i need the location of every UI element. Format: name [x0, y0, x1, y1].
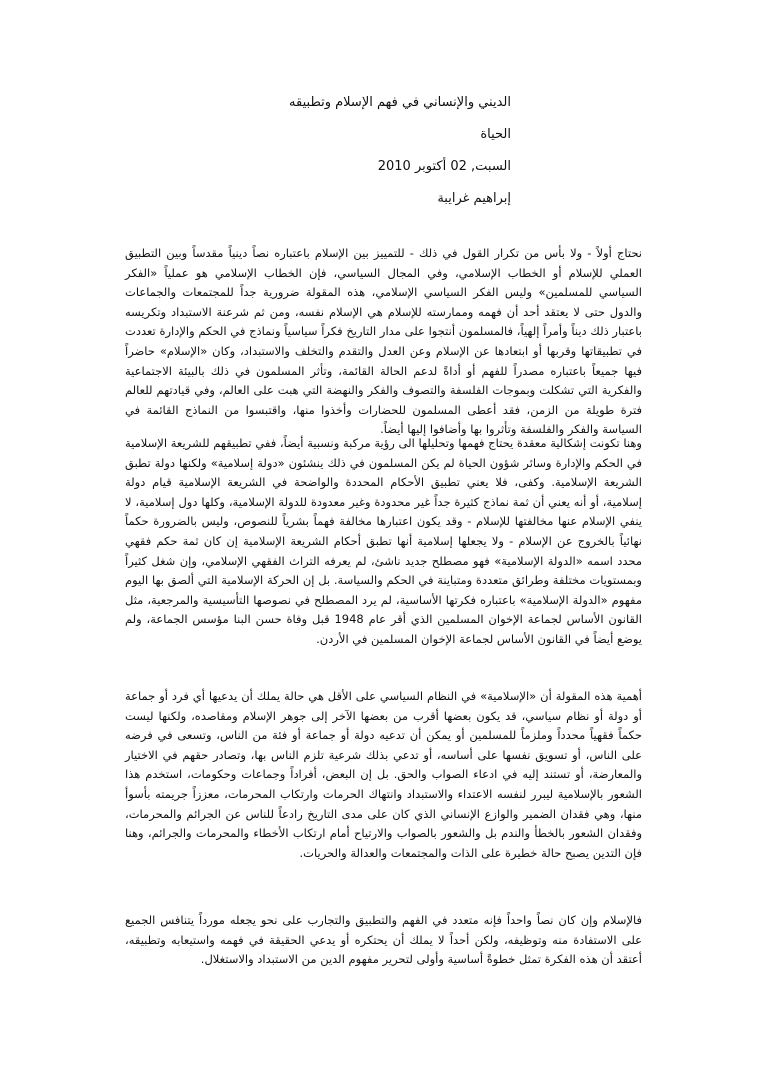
article-date: السبت, 02 أكتوبر 2010: [377, 159, 511, 174]
body-paragraph-3: أهمية هذه المقولة أن «الإسلامية» في النظام السياسي على الأقل هي حالة يملك أن يدعيها أي فرد أو جماعة أو دولة أو نظام سياسي، قد يكون بعضها أقرب من بعضها الآخر إلى جوهر الإسلام ومقاصده، ولكنها ليست حكماً فقهياً محدداً وملزماً للمسلمين أو يمكن أن تدعيه دولة أو جماعة أو فئة من الناس، وتسعى في فرضه على الناس، أو تسويق نفسها على أساسه، أو تدعي بذلك شرعية تلزم الناس بها، وتصادر حقهم في الاختيار والمعارضة، أو تستند إليه في ادعاء الصواب والحق. بل إن البعض، أفراداً وجماعات وحكومات، استخدم هذا الشعور بالإسلامية ليبرر لنفسه الاعتداء والاستبداد وانتهاك الحرمات وارتكاب المحرمات، معززاً جريمته بأسوأ منها، وهي فقدان الضمير والوازع الإنساني الذي كان على مدى التاريخ رادعاً للناس عن الجرائم والمحرمات، وفقدان الشعور بالخطأ والندم بل والشعور بالصواب والارتياح أمام ارتكاب الأخطاء والمحرمات والجرائم، وهنا فإن التدين يصبح حالة خطيرة على الذات والمجتمعات والعدالة والحريات.: [125, 689, 642, 860]
body-paragraph-4: فالإسلام وإن كان نصاً واحداً فإنه متعدد في الفهم والتطبيق والتجارب على نحو يجعله مورداً يتنافس الجميع على الاستفادة منه وتوظيفه، ولكن أحداً لا يملك أن يحتكره أو يدعي الحقيقة في فهمه واستيعابه وتطبيقه، أعتقد أن هذه الفكرة تمثل خطوةً أساسية وأولى لتحرير مفهوم الدين من الاستبداد والاستغلال.: [125, 913, 642, 967]
body-paragraph-2: وهنا تكونت إشكالية معقدة يحتاج فهمها وتحليلها الى رؤية مركبة ونسبية أيضاً، ففي تطبيقهم للشريعة الإسلامية في الحكم والإدارة وسائر شؤون الحياة لم يكن المسلمون في ذلك ينشئون «دولة إسلامية» ولكنها دولة تطبق الشريعة الإسلامية. وكفى، فلا يعني تطبيق الأحكام المحددة والواضحة في الشريعة الإسلامية قيام دولة إسلامية، أو أنه يعني أن ثمة نماذج كثيرة جداً غير محدودة وغير معدودة للدولة الإسلامية، وكلها دول إسلامية، لا ينفي الإسلام عنها مخالفتها للإسلام - وقد يكون اعتبارها مخالفة فهماً بشرياً للنصوص، وليس بالضرورة حكماً نهائياً بالخروج عن الإسلام - ولا يجعلها إسلامية أنها تطبق أحكام الشريعة الإسلامية إن كان ثمة حكم فقهي محدد اسمه «الدولة الإسلامية» فهو مصطلح جديد ناشئ، لم يعرفه التراث الفقهي الإسلامي، وإن شغل كثيراً وبمستويات مختلفة وطرائق متعددة ومتباينة في الحكم والسياسة. بل إن الحركة الإسلامية التي ألصق بها اليوم مفهوم «الدولة الإسلامية» باعتباره فكرتها الأساسية، لم يرد المصطلح في نصوصها التأسيسية والمرجعية، مثل القانون الأساس لجماعة الإخوان المسلمين الذي أقر عام 1948 قبل وفاة حسن البنا مؤسس الجماعة، ولم يوضع أيضاً في القانون الأساس لجماعة الإخوان المسلمين في الأردن.: [125, 436, 642, 646]
article-source: الحياة: [480, 127, 511, 142]
article-title: الديني والإنساني في فهم الإسلام وتطبيقه: [289, 95, 511, 110]
article-author: إبراهيم غرايبة: [437, 191, 511, 206]
body-paragraph-1: نحتاج أولاً - ولا بأس من تكرار القول في ذلك - للتمييز بين الإسلام باعتباره نصاً دينياً مقدساً وبين التطبيق العملي للإسلام أو الخطاب الإسلامي، وفي المجال السياسي، فإن الخطاب الإسلامي هو عملياً «الفكر السياسي للمسلمين» وليس الفكر السياسي الإسلامي، هذه المقولة ضرورية جداً للمجتمعات والجماعات والدول حتى لا يعتقد أحد أن فهمه وممارسته للإسلام هي الإسلام نفسه، ومن ثم شرعنة الاستبداد وتكريسه باعتبار ذلك ديناً وأمراً إلهياً، فالمسلمون أنتجوا على مدار التاريخ فكراً سياسياً ونماذج في الحكم والإدارة تعددت في تطبيقاتها وقربها أو ابتعادها عن الإسلام وعن العدل والتقدم والتخلف والاستبداد، وكان «الإسلام» حاضراً فيها جميعاً باعتباره مصدراً للفهم أو أداةً لدعم الحالة القائمة، وتأثر المسلمون في ذلك بالبيئة الاجتماعية والفكرية التي تشكلت وبموجات الفلسفة والتصوف والفكر والنهضة التي هبت على العالم، وفي قيادتهم للعالم فترة طويلة من الزمن، فقد أعطى المسلمون للحضارات وأخذوا منها، واقتبسوا من النماذج القائمة في السياسة والفكر والفلسفة وتأثروا بها وأضافوا إليها أيضاً.: [125, 246, 642, 437]
